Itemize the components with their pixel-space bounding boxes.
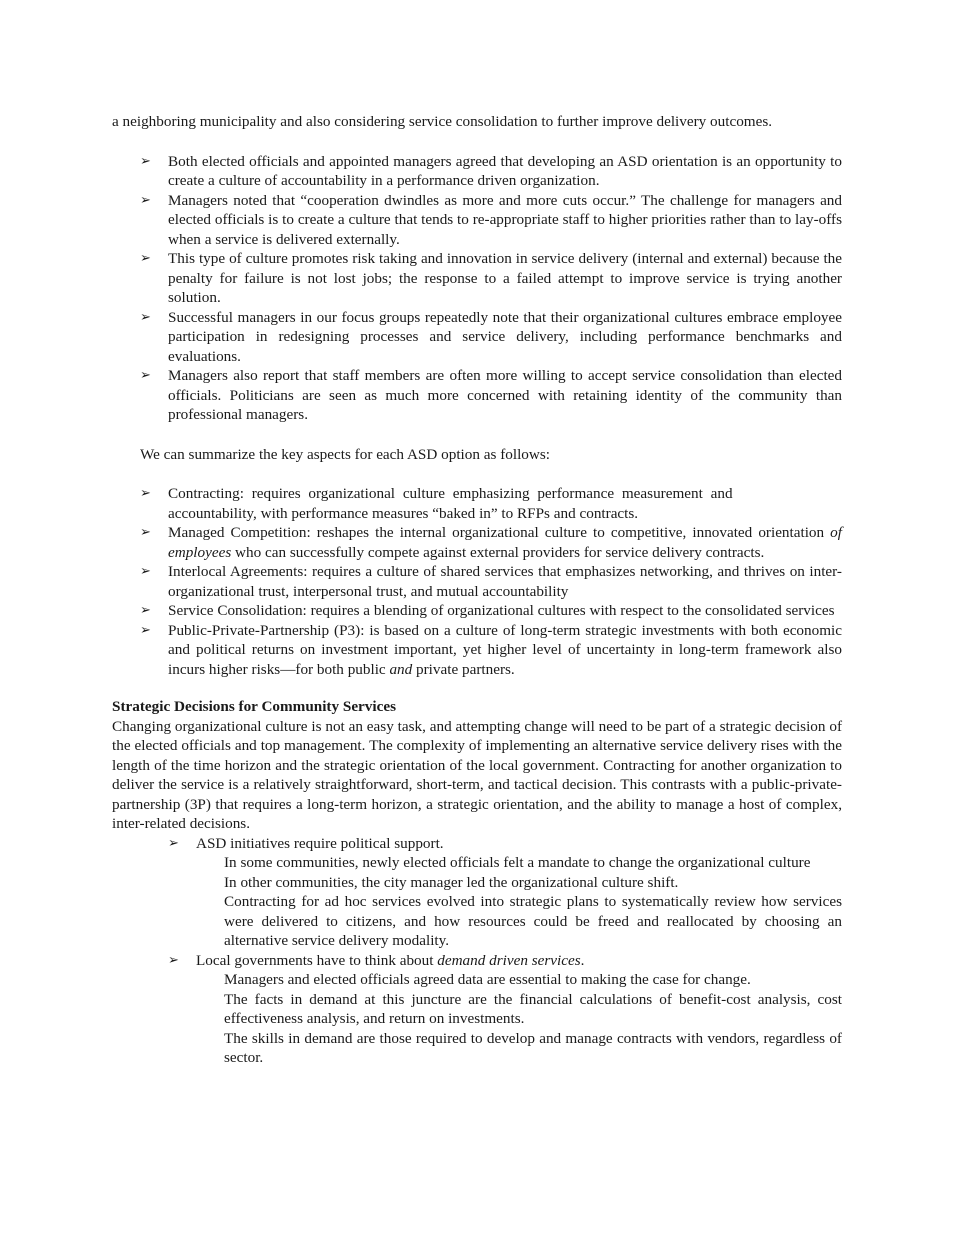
list-item: ➢ This type of culture promotes risk taking and innovation in service delivery (internal and external) because the penalty for failure is not lost jobs; the response to a failed attempt to improve service is trying another solution. [140, 250, 842, 306]
arrow-bullet-icon: ➢ [140, 309, 151, 325]
asd-options-list [112, 484, 842, 679]
document-page [112, 112, 842, 1068]
asd-sub-list [112, 853, 842, 951]
section-heading: Strategic Decisions for Community Services [112, 698, 397, 715]
strategy-list-2 [112, 951, 842, 971]
list-item-local: ➢ Local governments have to think about demand driven services. [168, 951, 585, 969]
culture-bullet-list [112, 152, 842, 425]
list-item: Contracting for ad hoc services evolved into strategic plans to systematically review how services were delivered to citizens, and how resources could be freed and reallocated by choosing an alternative service delivery modality. [224, 893, 842, 949]
arrow-bullet-icon: ➢ [140, 622, 151, 638]
section-paragraph: Changing organizational culture is not an easy task, and attempting change will need to be part of a strategic decision of the elected officials and top management. The complexity of implementing an alternative service delivery rises with the length of the time horizon and the strategic orientation of the local government. Contracting for another organization to deliver the service is a relatively straightforward, short-term, and tactical decision. This contrasts with a public-private-partnership (3P) that requires a long-term horizon, a strategic orientation, and the ability to manage a host of complex, inter-related decisions. [112, 717, 842, 832]
arrow-bullet-icon: ➢ [168, 835, 179, 851]
list-item-consolidation: ➢ Service Consolidation: requires a blending of organizational cultures with respect to the consolidated services [140, 602, 835, 619]
intro-paragraph: a neighboring municipality and also considering service consolidation to further improve delivery outcomes. [112, 113, 773, 130]
list-item: Managers and elected officials agreed data are essential to making the case for change. [224, 971, 751, 988]
arrow-bullet-icon: ➢ [140, 251, 151, 266]
list-item: ➢ Both elected officials and appointed managers agreed that developing an ASD orientation is an opportunity to create a culture of accountability in a performance driven organization. [140, 152, 842, 189]
arrow-bullet-icon: ➢ [140, 564, 151, 579]
strategy-list [112, 834, 842, 854]
arrow-bullet-icon: ➢ [140, 368, 151, 383]
arrow-bullet-icon: ➢ [168, 952, 179, 968]
list-item: ➢ Successful managers in our focus groups repeatedly note that their organizational cultures embrace employee participation in redesigning processes and service delivery, including performance benchmarks and evaluations. [140, 308, 842, 365]
arrow-bullet-icon: ➢ [140, 192, 151, 208]
list-item-p3: ➢ Public-Private-Partnership (P3): is based on a culture of long-term strategic investments with both economic and political returns on investment important, yet higher level of uncertainty in long-term framework also incurs higher risks—for both public and private partners. [140, 621, 842, 678]
list-item-asd: ➢ ASD initiatives require political support. [168, 834, 444, 852]
local-sub-list [112, 970, 842, 1068]
arrow-bullet-icon: ➢ [140, 603, 151, 618]
arrow-bullet-icon: ➢ [140, 153, 151, 169]
arrow-bullet-icon: ➢ [140, 486, 151, 501]
list-item: ➢ Managers also report that staff members are often more willing to accept service consolidation than elected officials. Politicians are seen as much more concerned with retaining identity of the community than professional managers. [140, 367, 842, 423]
list-item: In some communities, newly elected officials felt a mandate to change the organizational culture [224, 854, 811, 871]
list-item-contracting: ➢ Contracting: requires organizational culture emphasizing performance measurement and accountability, with performance measures “baked in” to RFPs and contracts. [140, 485, 733, 522]
list-item-managed-competition: ➢ Managed Competition: reshapes the internal organizational culture to competitive, innovated orientation of employees who can successfully compete against external providers for service delivery contracts. [140, 524, 842, 561]
list-item-interlocal: ➢ Interlocal Agreements: requires a culture of shared services that emphasizes networking, and thrives on inter-organizational trust, interpersonal trust, and mutual accountability [140, 563, 842, 600]
list-item: In other communities, the city manager led the organizational culture shift. [224, 873, 679, 891]
list-item: ➢ Managers noted that “cooperation dwindles as more and more cuts occur.” The challenge for managers and elected officials is to create a culture that tends to re-appropriate staff to higher priorities rather than to lay-offs when a service is delivered externally. [140, 191, 842, 248]
summary-sentence: We can summarize the key aspects for each ASD option as follows: [140, 445, 550, 463]
arrow-bullet-icon: ➢ [140, 525, 151, 540]
list-item: The facts in demand at this juncture are the financial calculations of benefit-cost analysis, cost effectiveness analysis, and return on investments. [224, 990, 842, 1027]
list-item: The skills in demand are those required to develop and manage contracts with vendors, regardless of sector. [224, 1029, 842, 1066]
